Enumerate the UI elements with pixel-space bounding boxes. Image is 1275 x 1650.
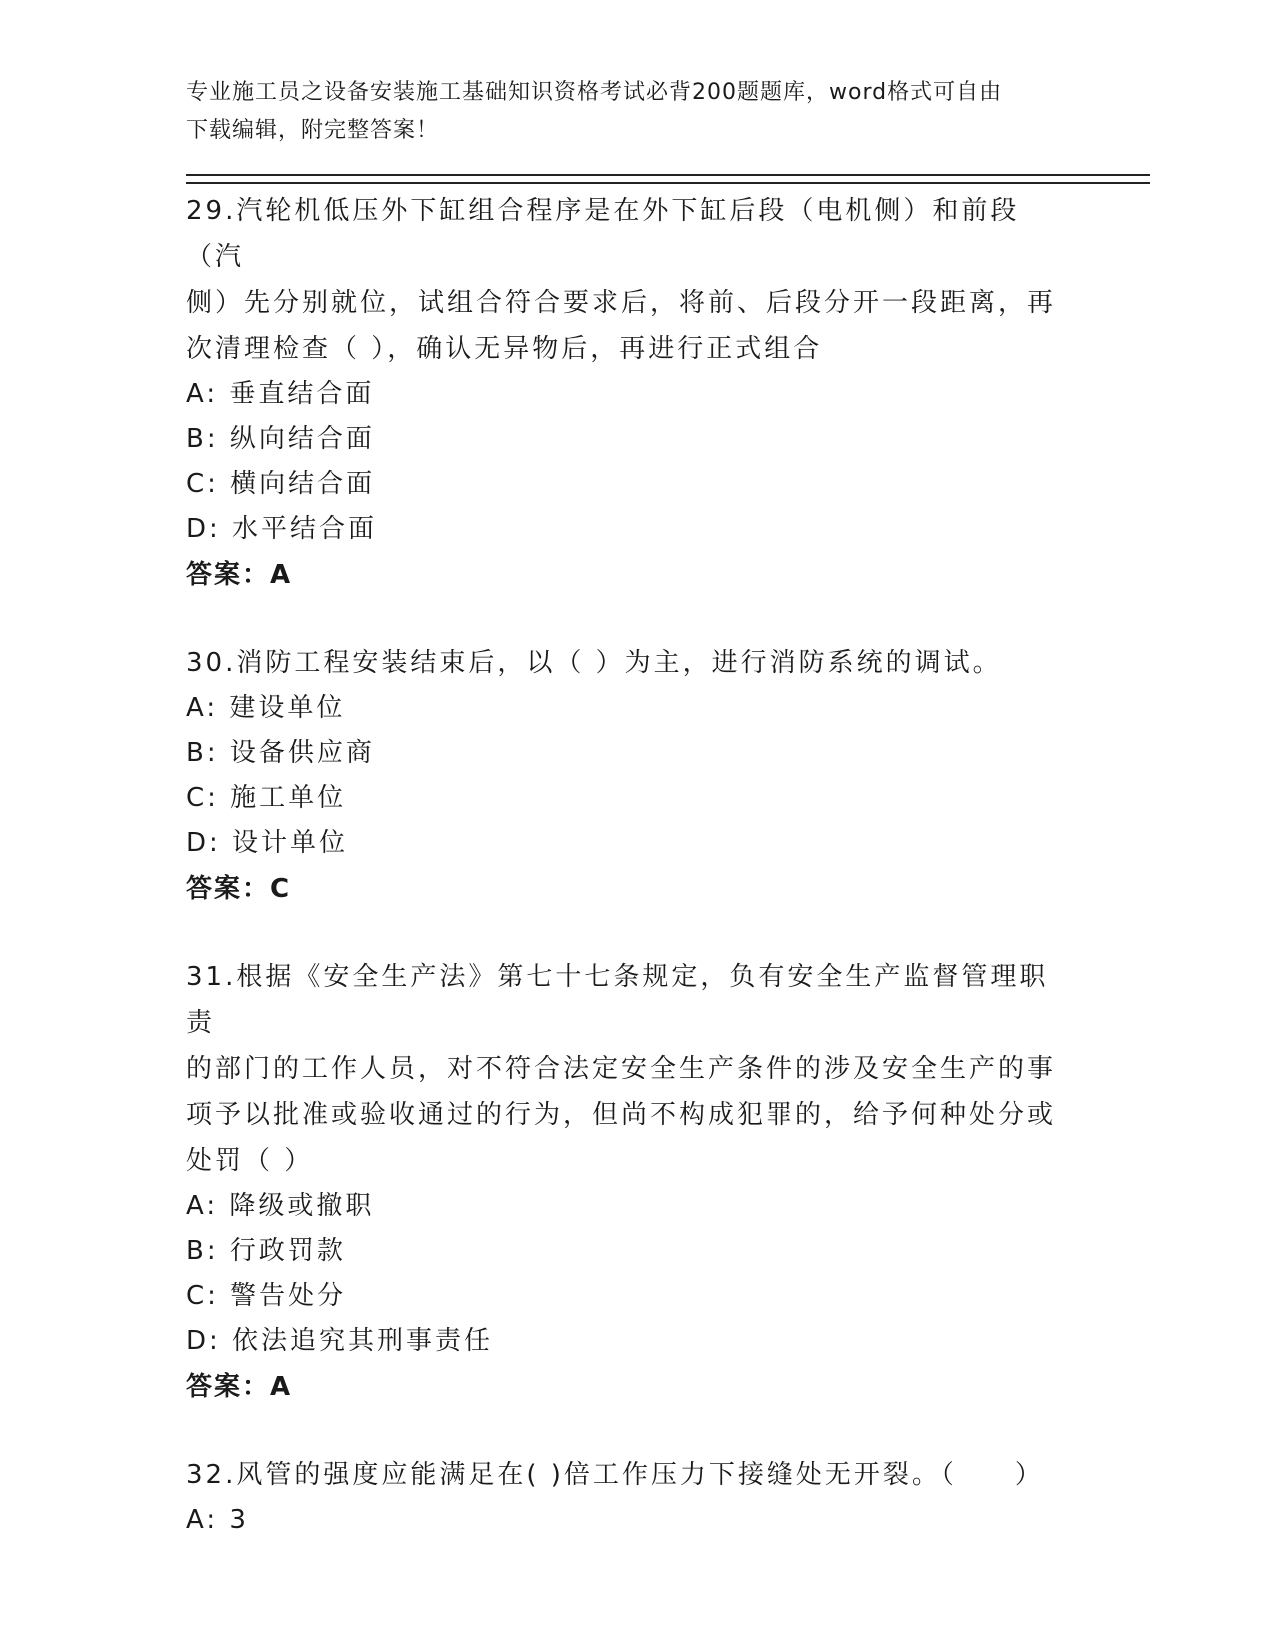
header-divider-top [186, 174, 1150, 176]
header-line-1: 专业施工员之设备安装施工基础知识资格考试必背200题题库，word格式可自由 [186, 80, 1003, 105]
answer-option: A: 建设单位 [186, 693, 346, 723]
document-header [186, 74, 1076, 150]
answer-option: A: 3 [186, 1505, 249, 1535]
answer-option: D: 设计单位 [186, 828, 349, 858]
question-stem-line: 29.汽轮机低压外下缸组合程序是在外下缸后段（电机侧）和前段（汽 [186, 196, 1020, 272]
answer-option: C: 横向结合面 [186, 469, 376, 499]
answer-option: A: 垂直结合面 [186, 379, 375, 409]
question-stem-line: 30.消防工程安装结束后，以（ ）为主，进行消防系统的调试。 [186, 648, 1002, 678]
answer-key: 答案：A [186, 1372, 293, 1402]
header-line-2: 下载编辑，附完整答案！ [186, 118, 440, 143]
answer-key: 答案：A [186, 560, 293, 590]
answer-option: B: 行政罚款 [186, 1236, 346, 1266]
question-stem-line: 项予以批准或验收通过的行为，但尚不构成犯罪的，给予何种处分或 [186, 1100, 1057, 1130]
header-divider-bottom [186, 182, 1150, 184]
question-stem-line: 的部门的工作人员，对不符合法定安全生产条件的涉及安全生产的事 [186, 1054, 1057, 1084]
answer-option: B: 设备供应商 [186, 738, 375, 768]
question-stem-line: 31.根据《安全生产法》第七十七条规定，负有安全生产监督管理职责 [186, 962, 1049, 1038]
answer-key: 答案：C [186, 874, 292, 904]
question-block [186, 954, 1076, 1410]
question-block [186, 640, 1076, 912]
question-stem-line: 32.风管的强度应能满足在( )倍工作压力下接缝处无开裂。（ ） [186, 1460, 1044, 1490]
question-block [186, 188, 1076, 598]
answer-option: C: 警告处分 [186, 1281, 347, 1311]
question-block [186, 1452, 1076, 1543]
answer-option: C: 施工单位 [186, 783, 347, 813]
answer-option: D: 依法追究其刑事责任 [186, 1326, 494, 1356]
answer-option: B: 纵向结合面 [186, 424, 375, 454]
question-list [186, 188, 1076, 1585]
answer-option: A: 降级或撤职 [186, 1191, 375, 1221]
question-stem-line: 侧）先分别就位，试组合符合要求后，将前、后段分开一段距离，再 [186, 288, 1057, 318]
answer-option: D: 水平结合面 [186, 514, 378, 544]
question-stem-line: 次清理检查（ ），确认无异物后，再进行正式组合 [186, 334, 823, 364]
question-stem-line: 处罚（ ） [186, 1146, 314, 1176]
